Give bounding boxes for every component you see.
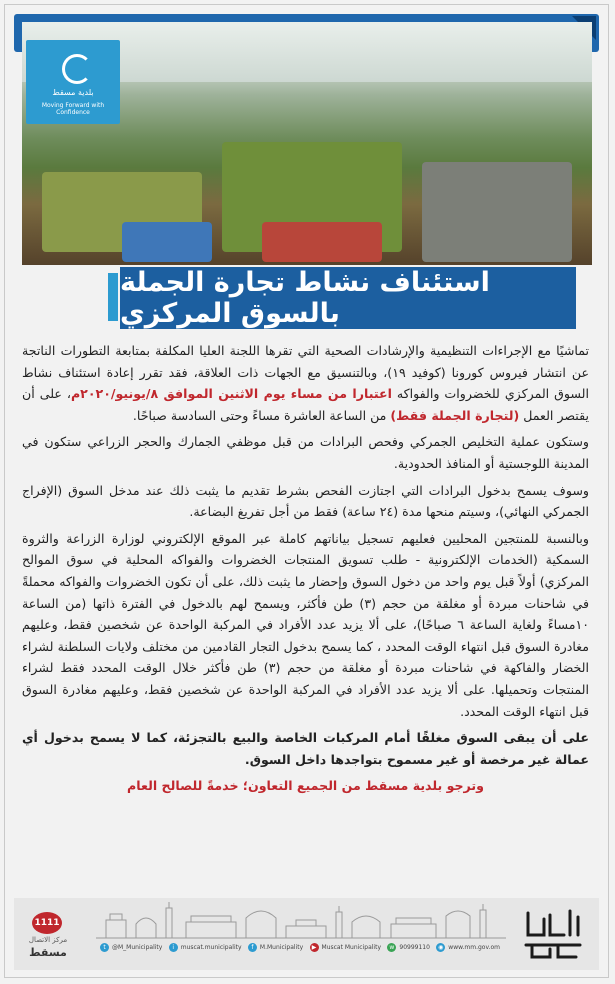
title-accent xyxy=(108,273,118,321)
paragraph-1-text-a: تماشيًا مع الإجراءات التنظيمية والإرشادات الصحية التي تقرها اللجنة العليا المكلفة بمتابعة التطورات الناتجة عن انتشار فيروس كورونا (كوفيد ١٩)، وبالتنسيق مع الجهات ذات العلاقة، فقد تقرر إعادة استئناف نشاط السوق المركزي للخضروات والفواكه xyxy=(22,343,590,402)
produce-stall xyxy=(262,222,382,262)
call-center-label: مركز الاتصال xyxy=(28,936,68,944)
logo-arabic: بلدية مسقط xyxy=(52,88,94,97)
wholesale-highlight: (لتجارة الجملة فقط) xyxy=(390,407,520,423)
paragraph-3: وسوف يسمح بدخول البرادات التي اجتازت الفحص بشرط تقديم ما يثبت ذلك عند مدخل السوق (الإفراج الجمركي النهائي)، وسيتم منحها مدة (٢٤ ساعة) فقط من أجل تفريغ البضاعة. xyxy=(22,482,589,520)
calligraphy-mark xyxy=(520,905,586,965)
instagram-icon: i xyxy=(169,943,178,952)
municipality-logo-box xyxy=(26,40,120,124)
announcement-body xyxy=(22,340,589,802)
instagram-handle: muscat.municipality xyxy=(180,943,242,951)
contact-website[interactable] xyxy=(436,943,500,952)
facebook-icon: f xyxy=(248,943,257,952)
paragraph-5: على أن يبقى السوق مغلقًا أمام المركبات الخاصة والبيع بالتجزئة، كما لا يسمح بدخول أي عمالة غير مرخصة أو غير مسموح بتواجدها داخل السوق. xyxy=(22,730,589,767)
youtube-icon: ▶ xyxy=(310,943,319,952)
contact-whatsapp[interactable] xyxy=(387,943,430,952)
logo-tagline: Moving Forward with Confidence xyxy=(41,102,105,116)
market-floor xyxy=(422,162,572,262)
call-center-name: مسقط xyxy=(29,946,67,959)
contact-youtube[interactable] xyxy=(310,943,381,952)
logo-ring-icon xyxy=(62,54,92,84)
website-url: www.mm.gov.om xyxy=(448,943,500,951)
paragraph-1-text-b: ، على أن يقتصر العمل xyxy=(22,386,589,423)
city-skyline-illustration xyxy=(96,898,506,940)
web-icon: ◉ xyxy=(438,943,444,951)
whatsapp-icon: w xyxy=(387,943,396,952)
twitter-icon: t xyxy=(100,943,109,952)
contact-twitter[interactable] xyxy=(100,943,162,952)
paragraph-4: وبالنسبة للمنتجين المحليين فعليهم تسجيل بياناتهم كاملة عبر الموقع الإلكتروني لوزارة الزراعة والثروة السمكية (الخدمات الإلكترونية - طلب تسويق المنتجات الخضروات والفواكه المحلية في سوق الموالح المركزي) أولاً قبل يوم واحد من دخول السوق وإحضار ما يثبت ذلك، على أن تكون الخضروات والفواكه محملةً في شاحنات مبردة أو مغلقة من حجم (٣) طن فأكثر، ويسمح لهم بالدخول في الفترة ذاتها (من الساعة ١٠مساءً ولغاية الساعة ٦ صباحًا)، على ألا يزيد عدد الأفراد في المركبة الواحدة عن شخصين فقط، وعليهم مغادرة السوق قبل انتهاء الوقت المحدد ، كما يسمح بدخول التجار القادمين من مختلف ولايات السلطنة لشراء الخضار والفاكهة في شاحنات مبردة أو مغلقة من حجم (٣) طن فأكثر خلال الوقت المحدد فقط لشراء المنتجات وتحميلها. على ألا يزيد عدد الأفراد في المركبة الواحدة عن شخصين فقط، وعليهم مغادرة السوق قبل انتهاء الوقت المحدد. xyxy=(22,530,590,719)
date-highlight: اعتبارا من مساء يوم الاثنين الموافق ٨/يونيو/٢٠٢٠م xyxy=(70,386,392,402)
contact-row xyxy=(100,938,500,956)
title-bar xyxy=(120,267,576,329)
contact-facebook[interactable] xyxy=(248,943,303,952)
hotline-badge: 1111 xyxy=(32,912,62,934)
youtube-handle: Muscat Municipality xyxy=(321,943,381,951)
paragraph-1-text-c: من الساعة العاشرة مساءً وحتى السادسة صباحًا. xyxy=(132,407,391,423)
produce-stall xyxy=(122,222,212,262)
call-center-logo xyxy=(18,912,78,962)
paragraph-2: وستكون عملية التخليص الجمركي وفحص البرادات من قبل موظفي الجمارك والحجر الزراعي ستكون في المدينة اللوجستية أو المنافذ الحدودية. xyxy=(22,434,589,471)
facebook-handle: M.Municipality xyxy=(259,943,304,951)
closing-line: وترجو بلدية مسقط من الجميع التعاون؛ خدمةً للصالح العام xyxy=(127,778,484,794)
page-title: استئناف نشاط تجارة الجملة بالسوق المركزي xyxy=(120,267,490,329)
muscat-calligraphy-logo xyxy=(520,905,586,965)
paragraph-1 xyxy=(22,340,589,426)
twitter-handle: @M_Municipality xyxy=(112,943,163,951)
whatsapp-number: 90999110 xyxy=(399,943,430,951)
contact-instagram[interactable] xyxy=(169,943,242,952)
